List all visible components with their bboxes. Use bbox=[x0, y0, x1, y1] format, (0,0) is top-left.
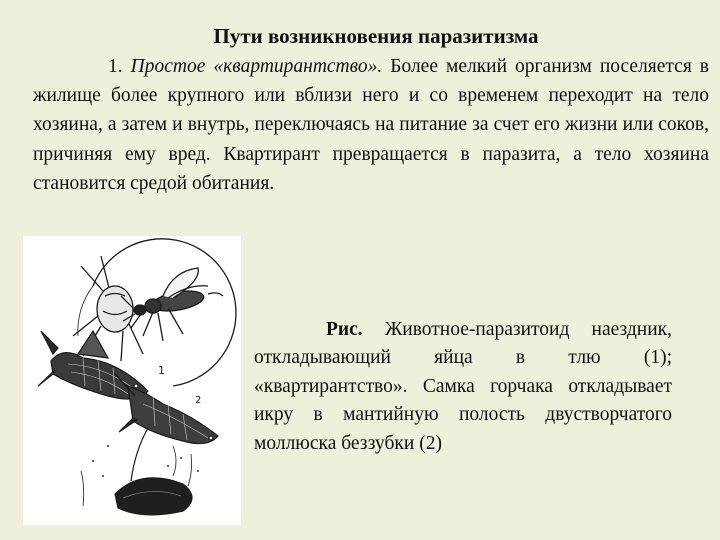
caption-text: Животное-паразитоид наездник, откладывающий яйца в тлю (1); «квартирантство». Самка горчака откладывает икру в мантийную полость двустворчатого моллюска беззубки (2) bbox=[254, 319, 672, 454]
mussel-shell bbox=[115, 478, 192, 515]
main-paragraph bbox=[33, 52, 709, 198]
caption-label: Рис. bbox=[326, 319, 363, 340]
paragraph-body: Более мелкий организм поселяется в жилище более крупного или вблизи него и со временем переходит на тело хозяина, а затем и внутрь, переключаясь на питание за счет его жизни или соков, причиняя ему вред. Квартирант превращается в паразита, а тело хозяина становится средой обитания. bbox=[33, 56, 710, 194]
seabed-dots bbox=[92, 445, 199, 477]
paragraph-number: 1. bbox=[108, 56, 123, 77]
illustration bbox=[23, 236, 241, 525]
figure-caption bbox=[254, 316, 672, 458]
figure-label-2: 2 bbox=[195, 395, 202, 406]
slide-title: Пути возникновения паразитизма bbox=[213, 24, 539, 48]
figure-label-1: 1 bbox=[158, 364, 165, 377]
illustration-drawing bbox=[23, 236, 241, 525]
fish-lower bbox=[115, 374, 218, 481]
paragraph-italic-lead: Простое «квартирантство». bbox=[130, 56, 383, 77]
